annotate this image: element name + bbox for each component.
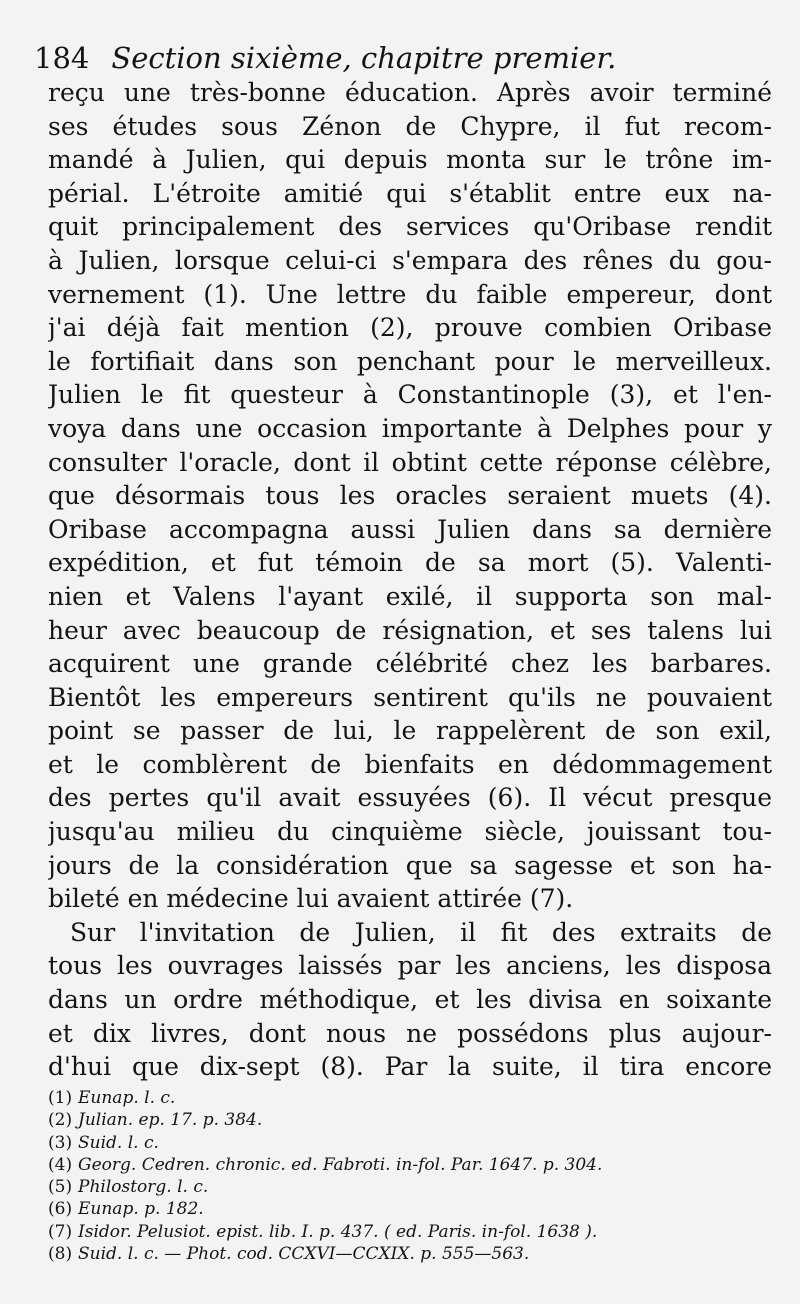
footnote-text: Eunap. l. c. xyxy=(78,1088,176,1108)
footnote xyxy=(48,1087,788,1109)
text-line: quit principalement des services qu'Oribase rendit xyxy=(48,212,772,242)
footnote-number: (3) xyxy=(48,1132,73,1153)
text-line: d'hui que dix-sept (8). Par la suite, il tira encore xyxy=(48,1052,772,1082)
text-line: et le comblèrent de bienfaits en dédommagement xyxy=(48,749,772,779)
text-line: heur avec beaucoup de résignation, et ses talens lui xyxy=(48,615,772,645)
footnotes xyxy=(48,1087,788,1265)
text-line: nien et Valens l'ayant exilé, il supporta son mal- xyxy=(48,581,772,611)
text-line: expédition, et fut témoin de sa mort (5). Valenti- xyxy=(48,548,772,578)
text-line: voya dans une occasion importante à Delphes pour y xyxy=(48,413,772,443)
text-line: consulter l'oracle, dont il obtint cette réponse célèbre, xyxy=(48,447,772,477)
text-line: mandé à Julien, qui depuis monta sur le trône im- xyxy=(48,145,772,175)
text-line: acquirent une grande célébrité chez les barbares. xyxy=(48,649,772,679)
text-line: dans un ordre méthodique, et les divisa en soixante xyxy=(48,985,772,1015)
page-header xyxy=(34,38,774,78)
footnote xyxy=(48,1198,788,1220)
footnote xyxy=(48,1176,788,1198)
text-line: Bientôt les empereurs sentirent qu'ils ne pouvaient xyxy=(48,682,772,712)
text-line: tous les ouvrages laissés par les anciens, les disposa xyxy=(48,951,772,981)
footnote xyxy=(48,1221,788,1243)
text-line: Oribase accompagna aussi Julien dans sa dernière xyxy=(48,514,772,544)
footnote-text: Georg. Cedren. chronic. ed. Fabroti. in-fol. Par. 1647. p. 304. xyxy=(78,1154,603,1175)
text-line: que désormais tous les oracles seraient muets (4). xyxy=(48,481,772,511)
footnote-number: (4) xyxy=(48,1154,73,1175)
footnote-number: (2) xyxy=(48,1110,73,1131)
text-line: jours de la considération que sa sagesse et son ha- xyxy=(48,850,772,880)
text-line: périal. L'étroite amitié qui s'établit entre eux na- xyxy=(48,178,772,208)
footnote xyxy=(48,1243,788,1265)
text-line: point se passer de lui, le rappelèrent de son exil, xyxy=(48,716,772,746)
text-line: reçu une très-bonne éducation. Après avoir terminé xyxy=(48,78,772,107)
footnote-text: Philostorg. l. c. xyxy=(78,1177,209,1198)
footnote-text: Suid. l. c. — Phot. cod. CCXVI—CCXIX. p. 555—563. xyxy=(78,1244,530,1265)
footnote-text: Julian. ep. 17. p. 384. xyxy=(78,1110,263,1131)
text-line: vernement (1). Une lettre du faible empereur, dont xyxy=(48,279,772,309)
footnote xyxy=(48,1109,788,1131)
text-line: à Julien, lorsque celui-ci s'empara des rênes du gou- xyxy=(48,245,772,275)
text-line: Julien le fit questeur à Constantinople (3), et l'en- xyxy=(48,380,772,410)
footnote-text: Eunap. p. 182. xyxy=(78,1199,204,1220)
footnote-number: (7) xyxy=(48,1221,73,1242)
footnote-number: (8) xyxy=(48,1244,73,1265)
footnote xyxy=(48,1154,788,1176)
text-line: j'ai déjà fait mention (2), prouve combien Oribase xyxy=(48,313,772,343)
body-text xyxy=(48,76,772,1084)
footnote-text: Isidor. Pelusiot. epist. lib. I. p. 437. ( ed. Paris. in-fol. 1638 ). xyxy=(78,1221,598,1242)
footnote-text: Suid. l. c. xyxy=(78,1132,159,1153)
text-line: ses études sous Zénon de Chypre, il fut recom- xyxy=(48,111,772,141)
running-title: Section sixième, chapitre premier. xyxy=(111,41,617,75)
text-line: bileté en médecine lui avaient attirée (7). xyxy=(48,884,574,914)
text-line: et dix livres, dont nous ne possédons plus aujour- xyxy=(48,1018,772,1048)
text-line: le fortifiait dans son penchant pour le merveilleux. xyxy=(48,346,772,376)
footnote-number: (6) xyxy=(48,1199,73,1220)
page-number: 184 xyxy=(34,41,90,75)
footnote-number: (1) xyxy=(48,1088,73,1108)
text-line: Sur l'invitation de Julien, il fit des extraits de xyxy=(70,917,772,947)
text-line: jusqu'au milieu du cinquième siècle, jouissant tou- xyxy=(48,817,772,847)
text-line: des pertes qu'il avait essuyées (6). Il vécut presque xyxy=(48,783,772,813)
footnote xyxy=(48,1132,788,1154)
footnote-number: (5) xyxy=(48,1177,73,1198)
